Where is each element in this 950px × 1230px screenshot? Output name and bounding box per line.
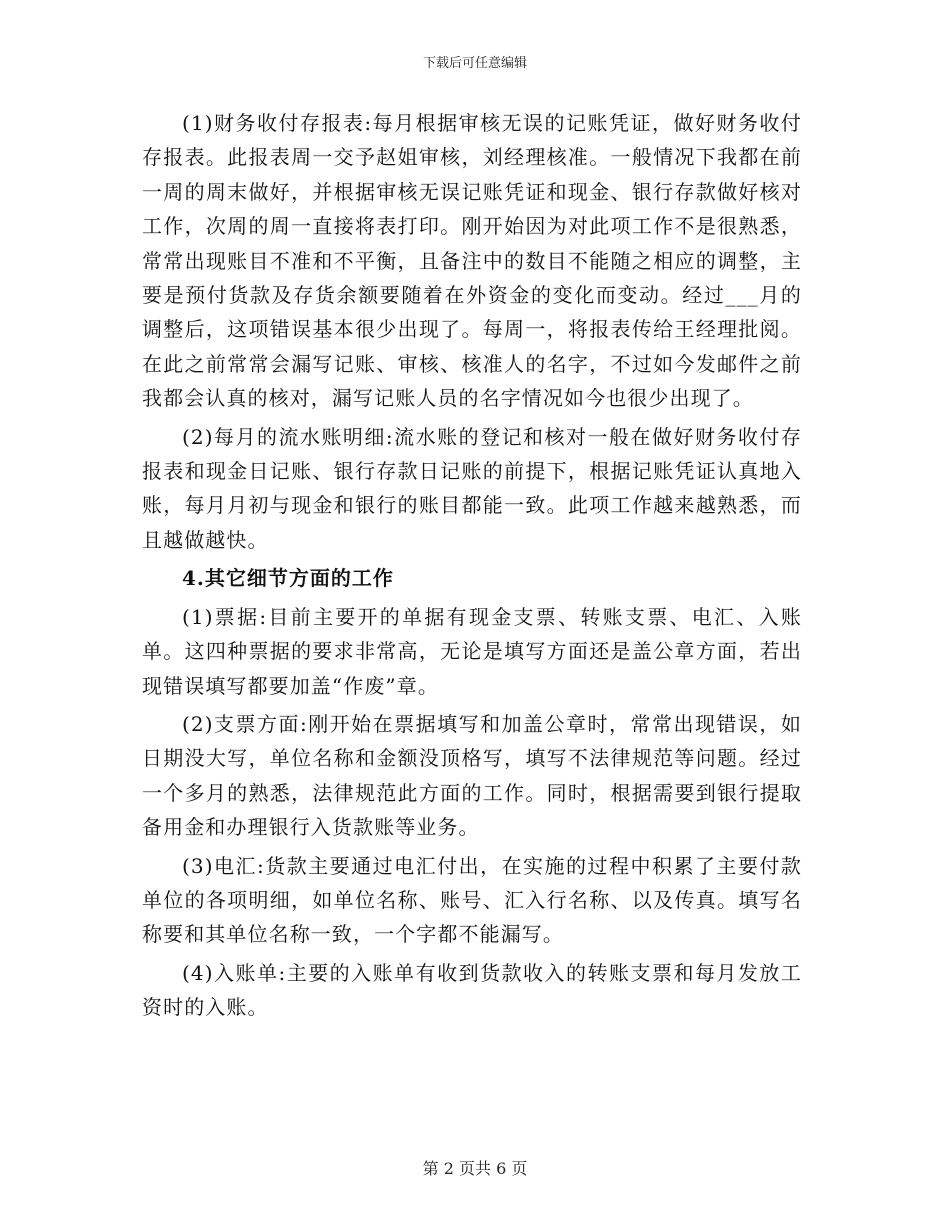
paragraph-financial-report: (1)财务收付存报表:每月根据审核无误的记账凭证，做好财务收付存报表。此报表周一交予赵姐审核，刘经理核准。一般情况下我都在前一周的周末做好，并根据审核无误记账凭证和现金、银行存款做好核对工作，次周的周一直接将表打印。刚开始因为对此项工作不是很熟悉，常常出现账目不准和不平衡，且备注中的数目不能随之相应的调整，主要是预付货款及存货余额要随着在外资金的变化而变动。经过___月的调整后，这项错误基本很少出现了。每周一，将报表传给王经理批阅。在此之前常常会漏写记账、审核、核准人的名字，不过如今发邮件之前我都会认真的核对，漏写记账人员的名字情况如今也很少出现了。: [142, 111, 802, 411]
paragraph-bills: (1)票据:目前主要开的单据有现金支票、转账支票、电汇、入账单。这四种票据的要求非常高，无论是填写方面还是盖公章方面，若出现错误填写都要加盖“作废”章。: [142, 604, 802, 698]
paragraph-journal-detail: (2)每月的流水账明细:流水账的登记和核对一般在做好财务收付存报表和现金日记账、银行存款日记账的前提下，根据记账凭证认真地入账，每月月初与现金和银行的账目都能一致。此项工作越来越熟悉，而且越做越快。: [142, 424, 802, 552]
paragraph-deposit-slip: (4)入账单:主要的入账单有收到货款收入的转账支票和每月发放工资时的入账。: [142, 960, 802, 1020]
paragraph-cheques: (2)支票方面:刚开始在票据填写和加盖公章时，常常出现错误，如日期没大写，单位名称和金额没顶格写，填写不法律规范等问题。经过一个多月的熟悉，法律规范此方面的工作。同时，根据需要到银行提取备用金和办理银行入货款账等业务。: [142, 711, 802, 840]
document-body: [142, 106, 802, 1029]
paragraph-wire-transfer: (3)电汇:货款主要通过电汇付出，在实施的过程中积累了主要付款单位的各项明细，如单位名称、账号、汇入行名称、以及传真。填写名称要和其单位名称一致，一个字都不能漏写。: [142, 853, 802, 947]
section-heading: 4.其它细节方面的工作: [182, 566, 394, 591]
page-footer: 第 2 页共 6 页: [422, 1159, 528, 1178]
page-header: 下载后可任意编辑: [422, 56, 527, 71]
